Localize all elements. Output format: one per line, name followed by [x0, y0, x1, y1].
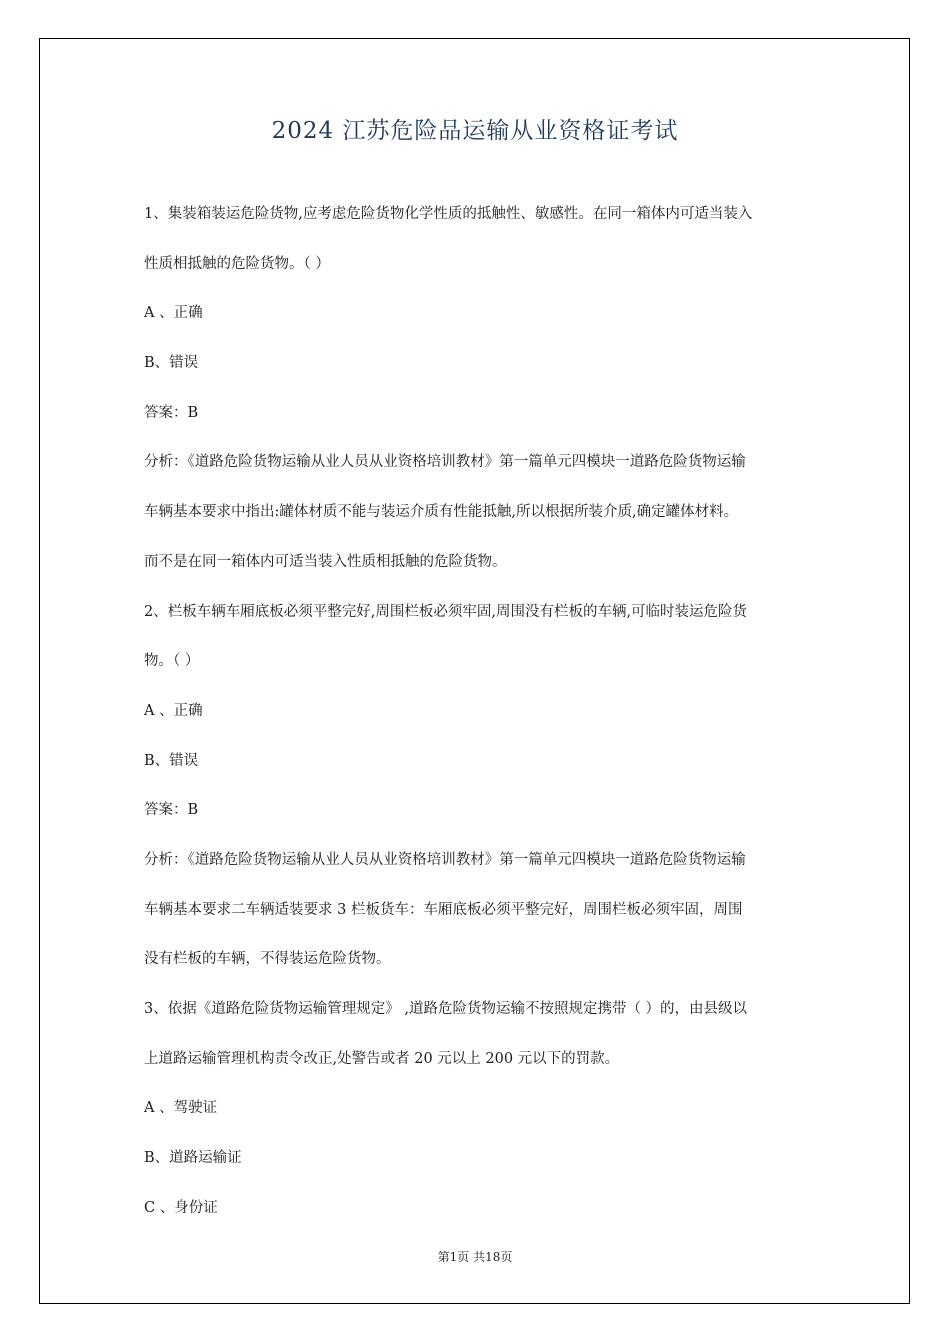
text-line: 物。（ ） — [144, 653, 200, 670]
text-line: A 、正确 — [144, 702, 203, 719]
text-line: B、错误 — [144, 752, 199, 769]
text-line: 车辆基本要求二车辆适装要求 3 栏板货车：车厢底板必须平整完好，周围栏板必须牢固，周围 — [144, 901, 743, 918]
text-line: 分析：《道路危险货物运输从业人员从业资格培训教材》第一篇单元四模块一道路危险货物运输 — [144, 454, 746, 471]
text-line: 答案：B — [144, 404, 199, 421]
text-line: 上道路运输管理机构责令改正,处警告或者 20 元以上 200 元以下的罚款。 — [144, 1050, 620, 1067]
text-line: C 、身份证 — [144, 1199, 218, 1216]
text-line: 3、依据《道路危险货物运输管理规定》 ,道路危险货物运输不按照规定携带（ ）的，由县级以 — [144, 1001, 748, 1017]
document-body — [144, 198, 809, 1241]
document-title: 2024 江苏危险品运输从业资格证考试 — [271, 118, 679, 144]
text-line: A 、正确 — [144, 305, 203, 322]
text-line: A 、驾驶证 — [144, 1100, 218, 1117]
text-line: 1、集装箱装运危险货物,应考虑危险货物化学性质的抵触性、敏感性。在同一箱体内可适当装入 — [144, 206, 753, 222]
text-line: 车辆基本要求中指出:罐体材质不能与装运介质有性能抵触,所以根据所装介质,确定罐体材料。 — [144, 504, 739, 521]
text-line: 分析：《道路危险货物运输从业人员从业资格培训教材》第一篇单元四模块一道路危险货物运输 — [144, 851, 746, 868]
page-number-footer: 第1页 共18页 — [437, 1250, 513, 1264]
text-line: 性质相抵触的危险货物。（ ） — [144, 255, 330, 272]
text-line: B、错误 — [144, 355, 199, 372]
text-line: 而不是在同一箱体内可适当装入性质相抵触的危险货物。 — [144, 553, 507, 570]
text-line: B、道路运输证 — [144, 1150, 242, 1167]
text-line: 没有栏板的车辆，不得装运危险货物。 — [144, 951, 391, 968]
text-line: 2、栏板车辆车厢底板必须平整完好,周围栏板必须牢固,周围没有栏板的车辆,可临时装运危险货 — [144, 603, 748, 620]
text-line: 答案：B — [144, 802, 199, 819]
